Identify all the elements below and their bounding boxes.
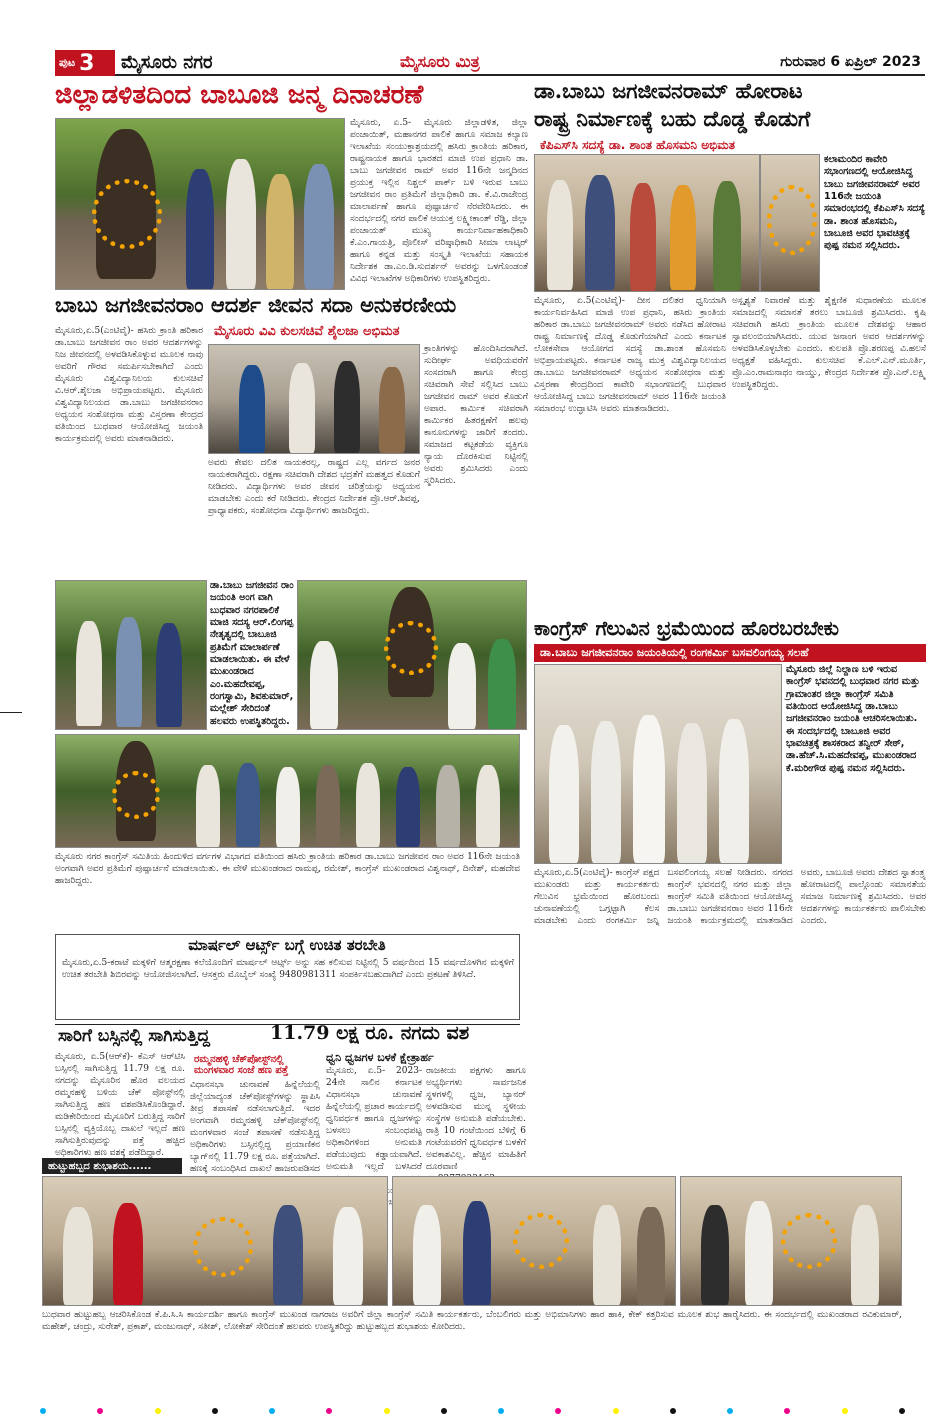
story4-photo-caption: ಮೈಸೂರು ಜಿಲ್ಲೆ ನಿಲ್ದಾಣ ಬಳಿ ಇರುವ ಕಾಂಗ್ರೆಸ್ ಭವನದಲ್ಲಿ ಬುಧವಾರ ನಗರ ಮತ್ತು ಗ್ರಾಮಾಂತರ ಜಿಲ್ಲಾ ಕಾಂಗ್ರೆಸ್ ಸಮಿತಿ ವತಿಯಿಂದ ಆಯೋಜಿಸಿದ್ದ ಡಾ.ಬಾಬು ಜಗಜೀವನರಾಂ ಜಯಂತಿ ಆಚರಿಸಲಾಯಿತು. ಈ ಸಂದರ್ಭದಲ್ಲಿ ಬಾಬೂಜಿ ಅವರ ಭಾವಚಿತ್ರಕ್ಕೆ ಶಾಸಕರಾದ ತನ್ವೀರ್ ಸೇಠ್, ಡಾ.ಹೆಚ್.ಸಿ.ಮಹದೇವಪ್ಪ, ಮುಖಂಡರಾದ ಕೆ.ಮರೀಗೌಡ ಪುಷ್ಪ ನಮನ ಸಲ್ಲಿಸಿದರು. [786,664,920,774]
issue-date: ಗುರುವಾರ 6 ಏಪ್ರಿಲ್ 2023 [780,54,921,70]
notice-headline: ಮಾರ್ಷಲ್ ಆರ್ಟ್ಸ್ ಬಗ್ಗೆ ಉಚಿತ ತರಬೇತಿ [188,936,386,954]
story4-body: ಮೈಸೂರು,ಏ.5(ಎಂಟಿವೈ)- ಕಾಂಗ್ರೆಸ್ ಪಕ್ಷದ ಮುಖಂಡರು ಮತ್ತು ಕಾರ್ಯಕರ್ತರು ಗೆಲುವಿನ ಭ್ರಮೆಯಿಂದ ಹೊರಬಂದು ಚುನಾವಣೆಯಲ್ಲಿ ಒಗ್ಗಟ್ಟಾಗಿ ಕೆಲಸ ಮಾಡಬೇಕು ಎಂದು ರಂಗಕರ್ಮಿ ಜನ್ನಿ ಬಸವಲಿಂಗಯ್ಯ ಸಲಹೆ ನೀಡಿದರು. ನಗರದ ಕಾಂಗ್ರೆಸ್ ಭವನದಲ್ಲಿ ನಗರ ಮತ್ತು ಜಿಲ್ಲಾ ಕಾಂಗ್ರೆಸ್ ಸಮಿತಿ ವತಿಯಿಂದ ಆಯೋಜಿಸಿದ್ದ ಡಾ.ಬಾಬು ಜಗಜೀವನರಾಂ ಅವರ 116ನೇ ಜಯಂತಿ ಕಾರ್ಯಕ್ರಮದಲ್ಲಿ ಮಾತನಾಡಿದ ಅವರು, ಬಾಬೂಜಿ ಅವರು ದೇಶದ ಸ್ವಾತಂತ್ರ್ಯ ಹೋರಾಟದಲ್ಲಿ ಪಾಲ್ಗೊಂಡು ಸಮಾನತೆಯ ಸಮಾಜ ನಿರ್ಮಾಣಕ್ಕೆ ಶ್ರಮಿಸಿದರು. ಅವರ ಆದರ್ಶಗಳನ್ನು ಕಾರ್ಯಕರ್ತರು ಪಾಲಿಸಬೇಕು ಎಂದರು. [534,868,926,926]
story5-body-col2: ವಿಧಾನಸಭಾ ಚುನಾವಣೆ ಹಿನ್ನೆಲೆಯಲ್ಲಿ ಜಿಲ್ಲೆಯಾದ್ಯಂತ ಚೆಕ್‌ಪೋಸ್ಟ್‌ಗಳನ್ನು ಸ್ಥಾಪಿಸಿ ತೀವ್ರ ತಪಾಸಣೆ ನಡೆಸಲಾಗುತ್ತಿದೆ. ಇದರ ಅಂಗವಾಗಿ ರಮ್ಮನಹಳ್ಳಿ ಚೆಕ್‌ಪೋಸ್ಟ್‌ನಲ್ಲಿ ಮಂಗಳವಾರ ಸಂಜೆ ತಪಾಸಣೆ ನಡೆಸುತ್ತಿದ್ದ ಅಧಿಕಾರಿಗಳು ಬಸ್ಸಿನಲ್ಲಿದ್ದ ಪ್ರಯಾಣಿಕನ ಬ್ಯಾಗ್‌ನಲ್ಲಿ 11.79 ಲಕ್ಷ ರೂ. ಪತ್ತೆಯಾಗಿದೆ. ಹಣಕ್ಕೆ ಸಂಬಂಧಿಸಿದ ದಾಖಲೆ ಹಾಜರುಪಡಿಸದ [190,1080,320,1174]
story4-headline: ಕಾಂಗ್ರೆಸ್ ಗೆಲುವಿನ ಭ್ರಮೆಯಿಂದ ಹೊರಬರಬೇಕು [534,616,840,640]
story5-body-col1: ಮೈಸೂರು, ಏ.5(ಆರ್‌ಕೆ)- ಕೆಎಸ್ ಆರ್‌ಟಿಸಿ ಬಸ್ಸಿನಲ್ಲಿ ಸಾಗಿಸುತ್ತಿದ್ದ 11.79 ಲಕ್ಷ ರೂ. ನಗದನ್ನು ಮೈಸೂರಿನ ಹೊರ ವಲಯದ ರಮ್ಮನಹಳ್ಳಿ ಬಳಿಯ ಚೆಕ್ ಪೋಸ್ಟ್‌ನಲ್ಲಿ ಸಾಗಿಸುತ್ತಿದ್ದ ಹಣ ವಶಪಡಿಸಿಕೊಂಡಿದ್ದಾರೆ. ಮಡಿಕೇರಿಯಿಂದ ಮೈಸೂರಿಗೆ ಬರುತ್ತಿದ್ದ ಸಾರಿಗೆ ಬಸ್ಸಿನಲ್ಲಿ ವ್ಯಕ್ತಿಯೊಬ್ಬ ದಾಖಲೆ ಇಲ್ಲದೆ ಹಣ ಸಾಗಿಸುತ್ತಿರುವುದನ್ನು ಪತ್ತೆ ಹಚ್ಚಿದ ಅಧಿಕಾರಿಗಳು ಹಣ ವಶಕ್ಕೆ ಪಡೆದಿದ್ದಾರೆ. [55,1052,185,1158]
wishes-body: ಬುಧವಾರ ಹುಟ್ಟುಹಬ್ಬ ಆಚರಿಸಿಕೊಂಡ ಕೆ.ಪಿ.ಸಿ.ಸಿ ಕಾರ್ಯದರ್ಶಿ ಹಾಗೂ ಕಾಂಗ್ರೆಸ್ ಮುಖಂಡ ನಾಗರಾಜ ಅವರಿಗೆ ಜಿಲ್ಲಾ ಕಾಂಗ್ರೆಸ್ ಸಮಿತಿ ಕಾರ್ಯಕರ್ತರು, ಬೆಂಬಲಿಗರು ಮತ್ತು ಅಭಿಮಾನಿಗಳು ಹಾರ ಹಾಕಿ, ಕೇಕ್ ಕತ್ತರಿಸುವ ಮೂಲಕ ಶುಭ ಹಾರೈಸಿದರು. ಈ ಸಂದರ್ಭದಲ್ಲಿ ಮುಖಂಡರಾದ ರವಿಕುಮಾರ್, ಮಹೇಶ್, ಚಂದ್ರು, ಸುರೇಶ್, ಪ್ರಕಾಶ್, ಮಂಜುನಾಥ್, ಸತೀಶ್, ಲೋಕೇಶ್ ಸೇರಿದಂತೆ ಹಲವರು ಉಪಸ್ಥಿತರಿದ್ದು ಹುಟ್ಟುಹಬ್ಬದ ಶುಭಾಶಯ ಕೋರಿದರು. [42,1310,902,1332]
story3-subhead: ಮೈಸೂರು ವಿವಿ ಕುಲಸಚಿವೆ ಶೈಲಜಾ ಅಭಿಮತ [214,324,400,339]
story3-body-col1: ಮೈಸೂರು,ಏ.5(ಎಂಟಿವೈ)- ಹಸಿರು ಕ್ರಾಂತಿ ಹರಿಕಾರ ಡಾ.ಬಾಬು ಜಗಜೀವನ ರಾಂ ಅವರ ಆದರ್ಶಗಳನ್ನು ನಿಜ ಜೀವನದಲ್ಲಿ ಅಳವಡಿಸಿಕೊಳ್ಳುವ ಮೂಲಕ ನಾವು ಅವರಿಗೆ ಗೌರವ ಸಮರ್ಪಿಸಬೇಕಾಗಿದೆ ಎಂದು ಮೈಸೂರು ವಿಶ್ವವಿದ್ಯಾನಿಲಯ ಕುಲಸಚಿವೆ ವಿ.ಆರ್.ಶೈಲಜಾ ಅಭಿಪ್ರಾಯಪಟ್ಟರು. ಮೈಸೂರು ವಿಶ್ವವಿದ್ಯಾನಿಲಯದ ಡಾ.ಬಾಬು ಜಗಜೀವನರಾಂ ಅಧ್ಯಯನ ಸಂಶೋಧನಾ ಮತ್ತು ವಿಸ್ತರಣಾ ಕೇಂದ್ರದ ವತಿಯಿಂದ ಬುಧವಾರ ಆಯೋಜಿಸಿದ್ದ ಜಯಂತಿ ಕಾರ್ಯಕ್ರಮದಲ್ಲಿ ಅವರು ಮಾತನಾಡಿದರು. [55,326,203,444]
story2-headline-line1: ಡಾ.ಬಾಬು ಜಗಜೀವನರಾಮ್ ಹೋರಾಟ [534,78,803,103]
birthday-wishes-tag: ಹುಟ್ಟುಹಬ್ಬದ ಶುಭಾಶಯ...... [42,1158,182,1174]
story2-body-col2: ಅಸ್ಪೃಶ್ಯತೆ ನಿವಾರಣೆ ಮತ್ತು ಶೈಕ್ಷಣಿಕ ಸುಧಾರಣೆಯ ಮೂಲಕ ಸಮಾಜದಲ್ಲಿ ಸಮಾನತೆ ತರಲು ಬಾಬೂಜಿ ಶ್ರಮಿಸಿದರು. ಕೃಷಿ ಸಚಿವರಾಗಿ ಹಸಿರು ಕ್ರಾಂತಿಯ ಮೂಲಕ ದೇಶವನ್ನು ಆಹಾರ ಸ್ವಾವಲಂಬಿಯಾಗಿಸಿದರು. ಯುವ ಜನಾಂಗ ಅವರ ಆದರ್ಶಗಳನ್ನು ಅಳವಡಿಸಿಕೊಳ್ಳಬೇಕು ಎಂದರು. ಕುಲಪತಿ ಪ್ರೊ.ಶರಣಪ್ಪ ವಿ.ಹಲಸೆ ಅಧ್ಯಕ್ಷತೆ ವಹಿಸಿದ್ದರು. ಕುಲಸಚಿವ ಕೆ.ಎಲ್.ಎನ್.ಮೂರ್ತಿ, ಪ್ರೊ.ಎಂ.ರಾಮನಾಥಂ ನಾಯ್ಡು, ಕೇಂದ್ರದ ನಿರ್ದೇಶಕ ಪ್ರೊ.ಎನ್.ಲಕ್ಷ್ಮಿ ಉಪಸ್ಥಿತರಿದ್ದರು. [732,296,926,390]
story6-body-col1: ಮೈಸೂರು, ಏ.5- 2023-24ನೇ ಸಾಲಿನ ಕರ್ನಾಟಕ ವಿಧಾನಸಭಾ ಚುನಾವಣೆ ಹಿನ್ನೆಲೆಯಲ್ಲಿ ಪ್ರಚಾರ ಕಾರ್ಯದಲ್ಲಿ ಧ್ವನಿವರ್ಧಕ ಹಾಗೂ ಧ್ವಜಗಳನ್ನು ಬಳಸಲು ಸಂಬಂಧಪಟ್ಟ ಅಧಿಕಾರಿಗಳಿಂದ ಅನುಮತಿ ಪಡೆಯುವುದು ಕಡ್ಡಾಯವಾಗಿದೆ. ಅನುಮತಿ ಇಲ್ಲದೆ ಬಳಸಿದರೆ [326,1066,422,1172]
story3-headline: ಬಾಬು ಜಗಜೀವನರಾಂ ಆದರ್ಶ ಜೀವನ ಸದಾ ಅನುಕರಣೀಯ [55,292,457,317]
story2-headline-line2: ರಾಷ್ಟ್ರ ನಿರ್ಮಾಣಕ್ಕೆ ಬಹು ದೊಡ್ಡ ಕೊಡುಗೆ [534,106,811,131]
story2-portrait-photo [760,154,820,292]
page-number-tag [55,50,115,76]
story2-body-col1: ಮೈಸೂರು, ಏ.5(ಎಂಟಿವೈ)- ದೀನ ದಲಿತರ ಧ್ವನಿಯಾಗಿ ಕಾರ್ಯನಿರ್ವಹಿಸಿದ ಮಾಜಿ ಉಪ ಪ್ರಧಾನಿ, ಹಸಿರು ಕ್ರಾಂತಿಯ ಹರಿಕಾರ ಡಾ.ಬಾಬು ಜಗಜೀವನರಾಮ್ ಅವರು ನಡೆಸಿದ ಹೋರಾಟ ರಾಷ್ಟ್ರ ನಿರ್ಮಾಣಕ್ಕೆ ದೊಡ್ಡ ಕೊಡುಗೆಯಾಗಿದೆ ಎಂದು ಕರ್ನಾಟಕ ಲೋಕಸೇವಾ ಆಯೋಗದ ಸದಸ್ಯೆ ಡಾ.ಶಾಂತ ಹೊಸಮನಿ ಅಭಿಪ್ರಾಯಪಟ್ಟರು. ಕರ್ನಾಟಕ ರಾಜ್ಯ ಮುಕ್ತ ವಿಶ್ವವಿದ್ಯಾನಿಲಯದ ಡಾ.ಬಾಬು ಜಗಜೀವನರಾಮ್ ಅಧ್ಯಯನ ಸಂಶೋಧನಾ ಮತ್ತು ವಿಸ್ತರಣಾ ಕೇಂದ್ರದಿಂದ ಕಾವೇರಿ ಸಭಾಂಗಣದಲ್ಲಿ ಬುಧವಾರ ಆಯೋಜಿಸಿದ್ದ ಬಾಬು ಜಗಜೀವನರಾಮ್ ಅವರ 116ನೇ ಜಯಂತಿ ಸಮಾರಂಭ ಉದ್ಘಾಟಿಸಿ ಅವರು ಮಾತನಾಡಿದರು. [534,296,726,414]
crop-mark [0,712,22,713]
masthead [55,50,925,76]
story6-headline: ಧ್ವನಿ ಧ್ವಜಗಳ ಬಳಕೆ ಕ್ಷೇತ್ರಾರ್ಹ [326,1051,434,1064]
story3-photo [208,344,420,454]
story3-body-col2: ಅವರು ಕೇವಲ ದಲಿತ ನಾಯಕರಲ್ಲ, ರಾಷ್ಟ್ರದ ಎಲ್ಲ ವರ್ಗದ ಜನರ ನಾಯಕರಾಗಿದ್ದರು. ರಕ್ಷಣಾ ಸಚಿವರಾಗಿ ದೇಶದ ಭದ್ರತೆಗೆ ಮಹತ್ವದ ಕೊಡುಗೆ ನೀಡಿದರು. ವಿದ್ಯಾರ್ಥಿಗಳು ಅವರ ಜೀವನ ಚರಿತ್ರೆಯನ್ನು ಅಧ್ಯಯನ ಮಾಡಬೇಕು ಎಂದು ಕರೆ ನೀಡಿದರು. ಕೇಂದ್ರದ ನಿರ್ದೇಶಕ ಪ್ರೊ.ಆರ್.ಶಿವಪ್ಪ, ಪ್ರಾಧ್ಯಾಪಕರು, ಸಂಶೋಧನಾ ವಿದ್ಯಾರ್ಥಿಗಳು ಹಾಜರಿದ್ದರು. [208,458,420,516]
story2-photo [534,154,760,292]
wishes-photo-1 [42,1176,388,1306]
story5-headline-text: ಸಾರಿಗೆ ಬಸ್ಸಿನಲ್ಲಿ ಸಾಗಿಸುತ್ತಿದ್ದ [58,1026,210,1046]
story3-body-col3: ಕ್ರಾಂತಿಗಳನ್ನು ಹೊಂದಿಸಿದರಾಗಿದೆ. ಸುದೀರ್ಘ ಅವಧಿಯವರೆಗೆ ಸಂಸದರಾಗಿ ಹಾಗೂ ಕೇಂದ್ರ ಸಚಿವರಾಗಿ ಸೇವೆ ಸಲ್ಲಿಸಿದ ಬಾಬು ಜಗಜೀವನ ರಾಮ್ ಅವರ ಕೊಡುಗೆ ಅಪಾರ. ಕಾರ್ಮಿಕ ಸಚಿವರಾಗಿ ಕಾರ್ಮಿಕರ ಹಿತರಕ್ಷಣೆಗೆ ಹಲವು ಕಾನೂನುಗಳನ್ನು ಜಾರಿಗೆ ತಂದರು. ಸಮಾಜದ ಕಟ್ಟಕಡೆಯ ವ್ಯಕ್ತಿಗೂ ನ್ಯಾಯ ದೊರಕಿಸುವ ನಿಟ್ಟಿನಲ್ಲಿ ಅವರು ಶ್ರಮಿಸಿದರು ಎಂದು ಸ್ಮರಿಸಿದರು. [424,344,528,486]
story2-subhead: ಕೆಪಿಎಸ್‌ಸಿ ಸದಸ್ಯೆ ಡಾ. ಶಾಂತ ಹೊಸಮನಿ ಅಭಿಮತ [540,138,736,152]
story4-subhead: ಡಾ.ಬಾಬು ಜಗಜೀವನರಾಂ ಜಯಂತಿಯಲ್ಲಿ ರಂಗಕರ್ಮಿ ಬಸವಲಿಂಗಯ್ಯ ಸಲಹೆ [534,644,926,662]
newspaper-name: ಮೈಸೂರು ಮಿತ್ರ [400,52,480,71]
page-number: 3 [79,50,95,76]
registration-marks [0,1408,945,1418]
congress-event-caption: ಮೈಸೂರು ನಗರ ಕಾಂಗ್ರೆಸ್ ಸಮಿತಿಯ ಹಿಂದುಳಿದ ವರ್ಗಗಳ ವಿಭಾಗದ ವತಿಯಿಂದ ಹಸಿರು ಕ್ರಾಂತಿಯ ಹರಿಕಾರ ಡಾ.ಬಾಬು ಜಗಜೀವನ ರಾಂ ಅವರ 116ನೇ ಜಯಂತಿ ಅಂಗವಾಗಿ ಅವರ ಪ್ರತಿಮೆಗೆ ಪುಷ್ಪಾರ್ಚನೆ ಮಾಡಲಾಯಿತು. ಈ ವೇಳೆ ಮುಖಂಡರಾದ ರಾಮಪ್ಪ, ರಮೇಶ್, ಕಾಂಗ್ರೆಸ್ ಮುಖಂಡರಾದ ವಿಶ್ವನಾಥ್, ದಿನೇಶ್, ಮಹದೇವ ಹಾಜರಿದ್ದರು. [55,852,520,886]
story1-photo [55,118,345,290]
statue-photo-caption: ಡಾ.ಬಾಬು ಜಗಜೀವನ ರಾಂ ಜಯಂತಿ ಅಂಗ ವಾಗಿ ಬುಧವಾರ ನಗರಪಾಲಿಕೆ ಮಾಜಿ ಸದಸ್ಯ ಆರ್.ಲಿಂಗಪ್ಪ ನೇತೃತ್ವದಲ್ಲಿ ಬಾಬೂಜಿ ಪ್ರತಿಮೆಗೆ ಮಾಲಾರ್ಪಣೆ ಮಾಡಲಾಯಿತು. ಈ ವೇಳೆ ಮುಖಂಡರಾದ ಎಂ.ಮಹದೇವಪ್ಪ, ರಂಗಸ್ವಾಮಿ, ಶಿವಕುಮಾರ್, ಮಲ್ಲೇಶ್ ಸೇರಿದಂತೆ ಹಲವರು ಉಪಸ್ಥಿತರಿದ್ದರು. [210,580,294,727]
notice-body: ಮೈಸೂರು,ಏ.5-ಕರಾಟೆ ಮಕ್ಕಳಿಗೆ ಆತ್ಮರಕ್ಷಣಾ ಕಲೆಯೊಂದಿಗೆ ಮಾರ್ಷಲ್ ಆರ್ಟ್ಸ್ ಅನ್ನು ಸಹ ಕಲಿಸುವ ನಿಟ್ಟಿನಲ್ಲಿ 5 ವರ್ಷದಿಂದ 15 ವರ್ಷದೊಳಗಿನ ಮಕ್ಕಳಿಗೆ ಉಚಿತ ತರಬೇತಿ ಶಿಬಿರವನ್ನು ಆಯೋಜಿಸಲಾಗಿದೆ. ಆಸಕ್ತರು ಮೊಬೈಲ್ ಸಂಖ್ಯೆ 9480981311 ಸಂಪರ್ಕಿಸಬಹುದಾಗಿದೆ ಎಂದು ಪ್ರಕಟಣೆ ತಿಳಿಸಿದೆ. [62,958,514,980]
story1-body: ಮೈಸೂರು, ಏ.5- ಮೈಸೂರು ಜಿಲ್ಲಾಡಳಿತ, ಜಿಲ್ಲಾ ಪಂಚಾಯಿತ್, ಮಹಾನಗರ ಪಾಲಿಕೆ ಹಾಗೂ ಸಮಾಜ ಕಲ್ಯಾಣ ಇಲಾಖೆಯ ಸಂಯುಕ್ತಾಶ್ರಯದಲ್ಲಿ ಹಸಿರು ಕ್ರಾಂತಿಯ ಹರಿಕಾರ, ರಾಷ್ಟ್ರನಾಯಕ ಹಾಗೂ ಭಾರತದ ಮಾಜಿ ಉಪ ಪ್ರಧಾನಿ ಡಾ. ಬಾಬು ಜಗಜೀವನ ರಾಮ್ ಅವರ 116ನೇ ಜನ್ಮದಿನದ ಪ್ರಯುಕ್ತ ಇಲ್ಲಿನ ನಿಶ್ಚಲ್ ಪಾರ್ಕ್ ಬಳಿ ಇರುವ ಬಾಬು ಜಗಜೀವನ ರಾಂ ಪ್ರತಿಮೆಗೆ ಜಿಲ್ಲಾಧಿಕಾರಿ ಡಾ. ಕೆ.ವಿ.ರಾಜೇಂದ್ರ ಮಾಲಾರ್ಪಣೆ ಹಾಗೂ ಪುಷ್ಪಾರ್ಚನೆ ನೆರವೇರಿಸಿದರು. ಈ ಸಂದರ್ಭದಲ್ಲಿ ನಗರ ಪಾಲಿಕೆ ಆಯುಕ್ತ ಲಕ್ಷ್ಮೀಕಾಂತ್ ರೆಡ್ಡಿ, ಜಿಲ್ಲಾ ಪಂಚಾಯತ್ ಮುಖ್ಯ ಕಾರ್ಯನಿರ್ವಾಹಕಾಧಿಕಾರಿ ಕೆ.ಎಂ.ಗಾಯತ್ರಿ, ಪೊಲೀಸ್ ವರಿಷ್ಠಾಧಿಕಾರಿ ಸೀಮಾ ಲಾಟ್ಕರ್ ಹಾಗೂ ಕನ್ನಡ ಮತ್ತು ಸಂಸ್ಕೃತಿ ಇಲಾಖೆಯ ಸಹಾಯಕ ನಿರ್ದೇಶಕ ಡಾ.ಎಂ.ಡಿ.ಸುದರ್ಶನ್ ಅವರನ್ನು ಒಳಗೊಂಡಂತೆ ವಿವಿಧ ಇಲಾಖೆಗಳ ಅಧಿಕಾರಿಗಳು ಉಪಸ್ಥಿತರಿದ್ದರು. [350,118,528,284]
story6-body-col2: ರಾಜಕೀಯ ಪಕ್ಷಗಳು ಹಾಗೂ ಅಭ್ಯರ್ಥಿಗಳು ಸಾರ್ವಜನಿಕ ಸ್ಥಳಗಳಲ್ಲಿ ಧ್ವಜ, ಬ್ಯಾನರ್ ಅಳವಡಿಸುವ ಮುನ್ನ ಸ್ಥಳೀಯ ಸಂಸ್ಥೆಗಳ ಅನುಮತಿ ಪಡೆಯಬೇಕು. ರಾತ್ರಿ 10 ಗಂಟೆಯಿಂದ ಬೆಳಿಗ್ಗೆ 6 ಗಂಟೆಯವರೆಗೆ ಧ್ವನಿವರ್ಧಕ ಬಳಕೆಗೆ ಅವಕಾಶವಿಲ್ಲ. ಹೆಚ್ಚಿನ ಮಾಹಿತಿಗೆ ದೂರವಾಣಿ [426,1066,526,1172]
story5-sidebar-title: ರಮ್ಮನಹಳ್ಳಿ ಚೆಕ್‌ಪೋಸ್ಟ್‌ನಲ್ಲಿ ಮಂಗಳವಾರ ಸಂಜೆ ಹಣ ಪತ್ತೆ [194,1054,289,1076]
statue-photo-left [55,580,207,730]
story2-photo-caption: ಕಲಾಮಂದಿರ ಕಾವೇರಿ ಸಭಾಂಗಣದಲ್ಲಿ ಆಯೋಜಿಸಿದ್ದ ಬಾಬು ಜಗಜೀವನರಾಮ್ ಅವರ 116ನೇ ಜಯಂತಿ ಸಮಾರಂಭದಲ್ಲಿ ಕೆಪಿಎಸ್‌ಸಿ ಸದಸ್ಯೆ ಡಾ. ಶಾಂತ ಹೊಸಮನಿ, ಬಾಬೂಜಿ ಅವರ ಭಾವಚಿತ್ರಕ್ಕೆ ಪುಷ್ಪ ನಮನ ಸಲ್ಲಿಸಿದರು. [824,154,926,252]
wishes-photo-2 [392,1176,676,1306]
congress-statue-photo [297,580,527,730]
story5-headline-amount: 11.79 ಲಕ್ಷ ರೂ. ನಗದು ವಶ [270,1022,470,1044]
section-title: ಮೈಸೂರು ನಗರ [121,52,213,73]
story4-photo [534,664,782,864]
story1-headline: ಜಿಲ್ಲಾಡಳಿತದಿಂದ ಬಾಬೂಜಿ ಜನ್ಮ ದಿನಾಚರಣೆ [55,80,424,110]
page-label: ಪುಟ [59,56,76,69]
wishes-photo-3 [680,1176,902,1306]
wide-group-photo [55,734,520,848]
